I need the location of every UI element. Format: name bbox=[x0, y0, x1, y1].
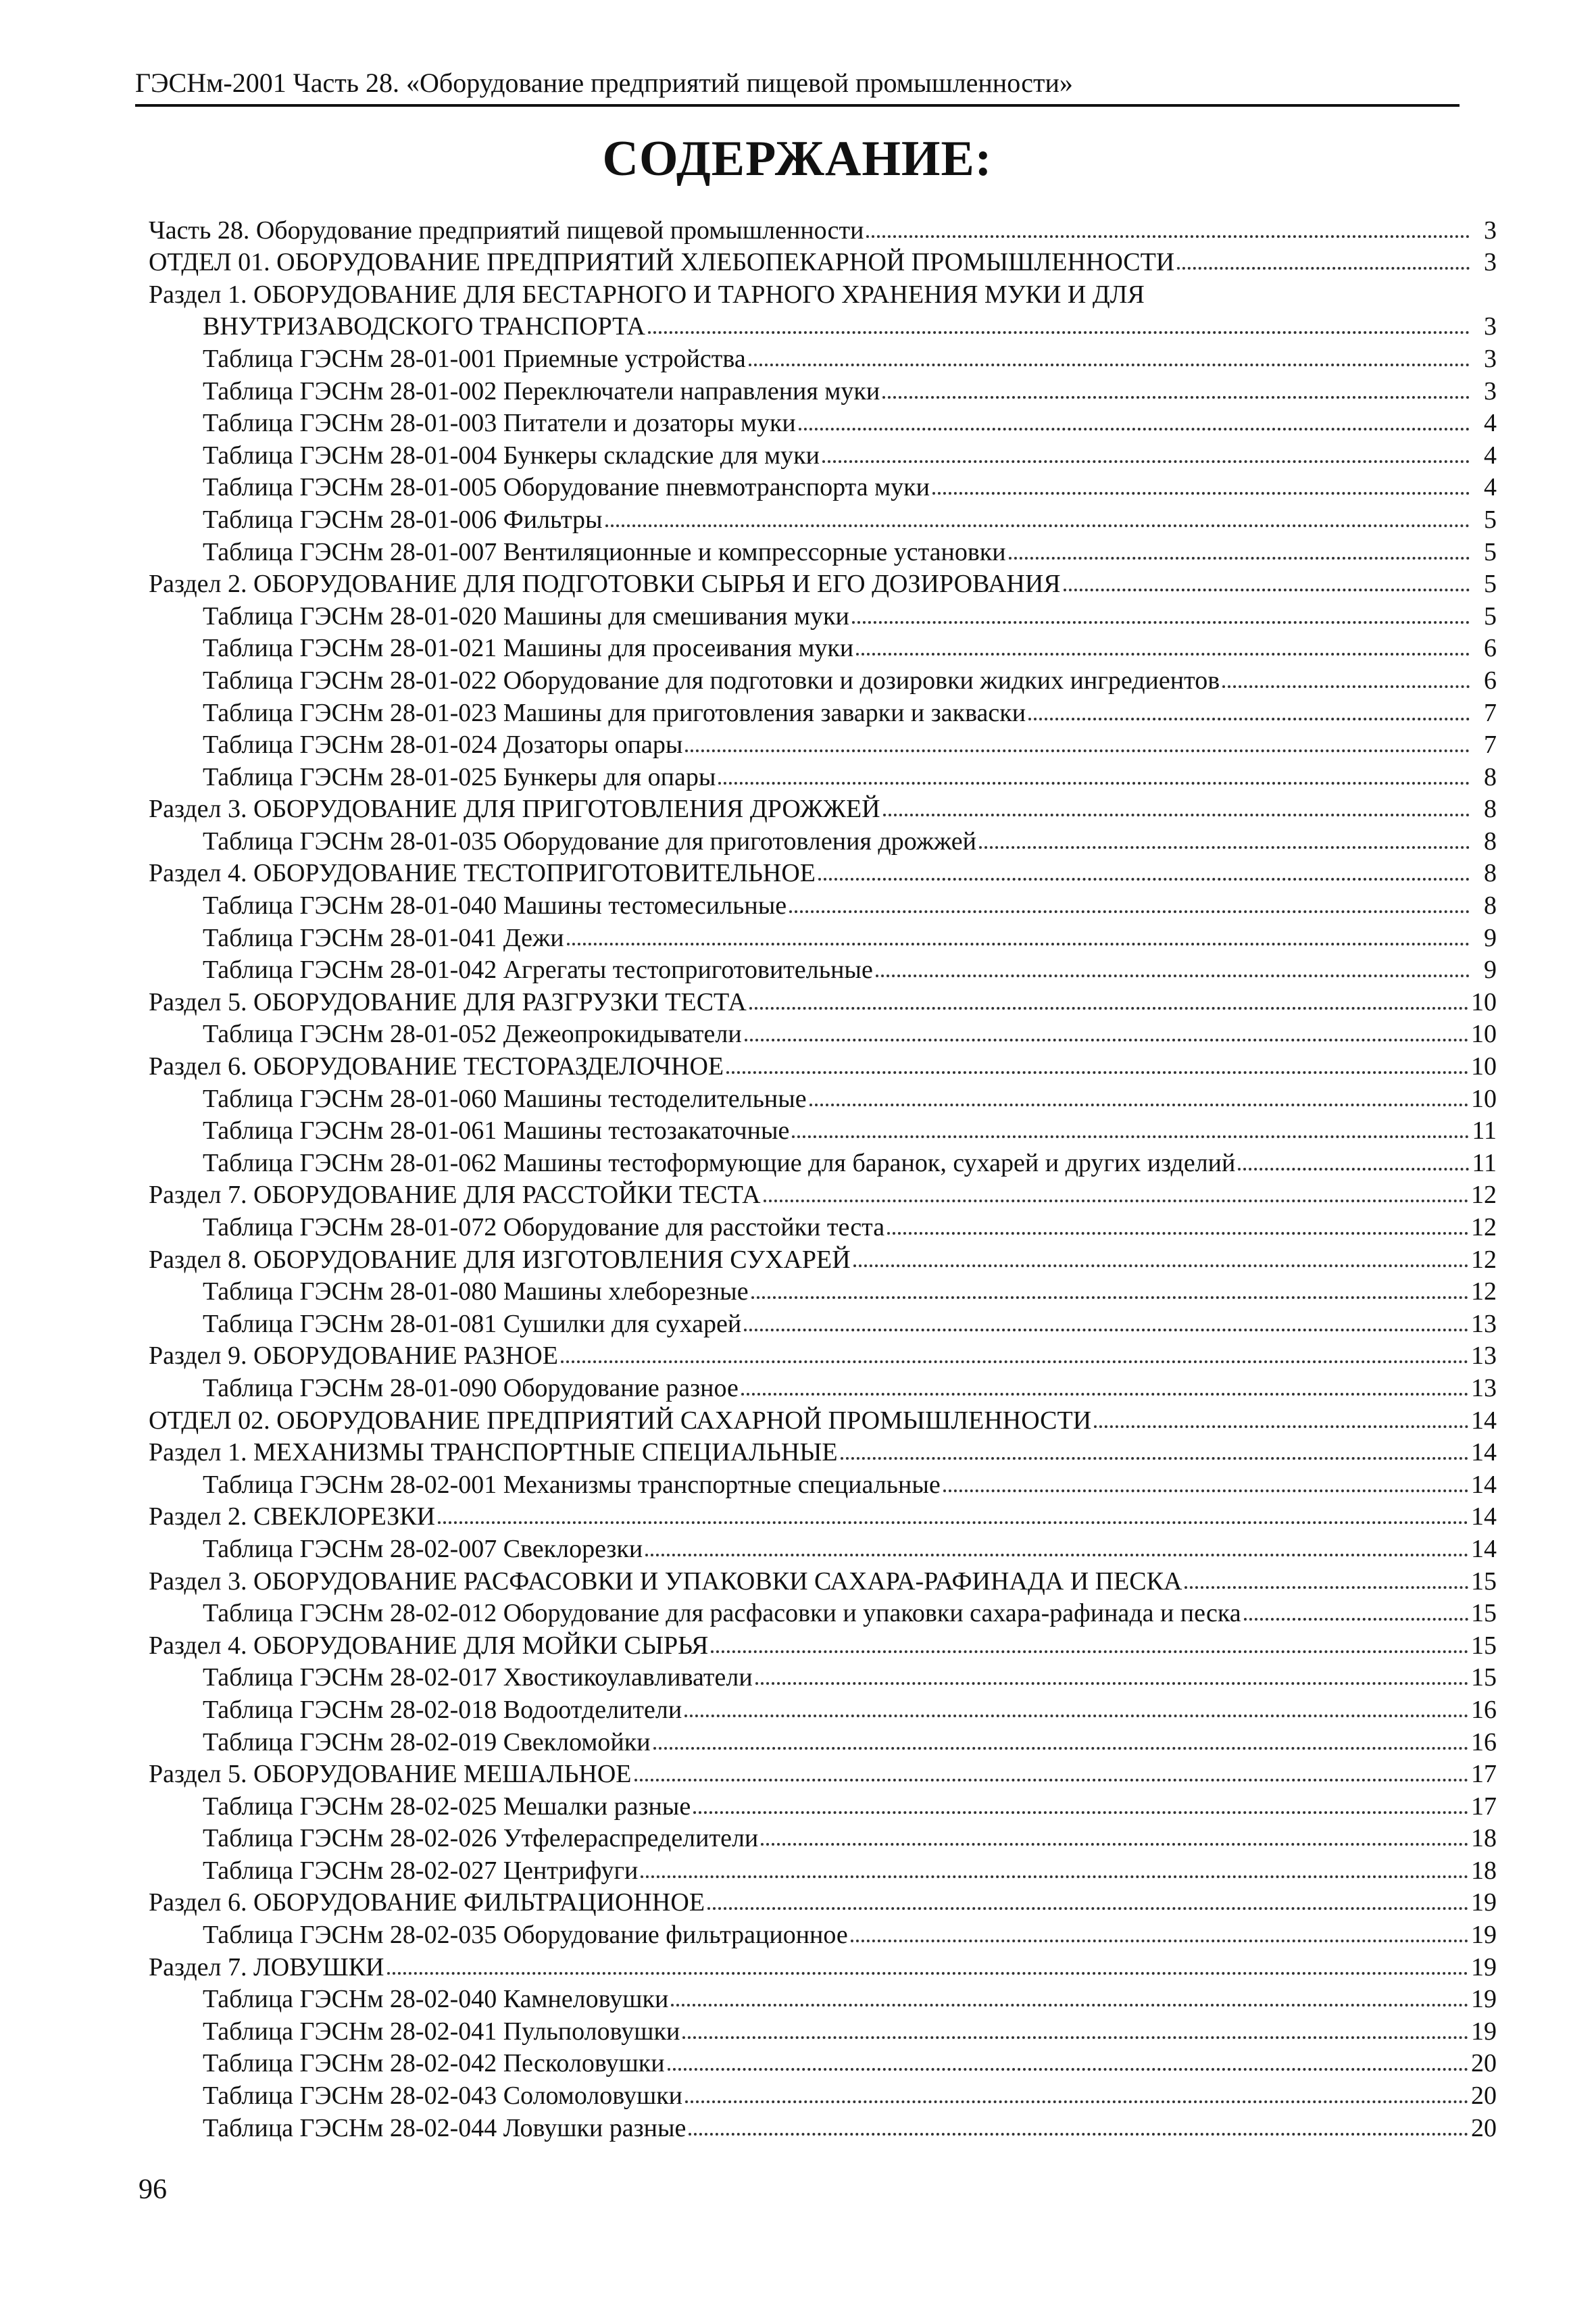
toc-entry[interactable] bbox=[149, 1661, 1497, 1694]
toc-entry-page: 20 bbox=[1471, 2049, 1497, 2078]
toc-entry-text: Раздел 6. ОБОРУДОВАНИЕ ТЕСТОРАЗДЕЛОЧНОЕ bbox=[149, 1052, 724, 1081]
toc-entry-page: 8 bbox=[1484, 762, 1497, 791]
toc-entry[interactable] bbox=[149, 1404, 1497, 1436]
dot-leader bbox=[645, 1553, 1468, 1556]
toc-entry-text: Таблица ГЭСНм 28-01-072 Оборудование для расстойки теста bbox=[203, 1213, 885, 1241]
toc-entry-page: 18 bbox=[1471, 1856, 1497, 1885]
toc-entry-page: 9 bbox=[1484, 923, 1497, 952]
toc-entry-page: 19 bbox=[1471, 2017, 1497, 2046]
toc-entry-text: Таблица ГЭСНм 28-02-007 Свеклорезки bbox=[203, 1534, 643, 1563]
toc-entry[interactable] bbox=[149, 2015, 1497, 2047]
toc-entry[interactable] bbox=[149, 1307, 1497, 1339]
toc-entry-text: Таблица ГЭСНм 28-02-001 Механизмы транспортные специальные bbox=[203, 1470, 941, 1499]
toc-entry[interactable] bbox=[149, 1950, 1497, 1983]
toc-entry[interactable] bbox=[149, 342, 1497, 374]
dot-leader bbox=[685, 2100, 1468, 2103]
toc-entry-text: Раздел 4. ОБОРУДОВАНИЕ ДЛЯ МОЙКИ СЫРЬЯ bbox=[149, 1631, 709, 1660]
toc-entry[interactable] bbox=[149, 535, 1497, 568]
toc-entry[interactable] bbox=[149, 2047, 1497, 2079]
toc-entry[interactable] bbox=[149, 729, 1497, 761]
toc-entry-text: Таблица ГЭСНм 28-01-003 Питатели и дозаторы муки bbox=[203, 409, 796, 438]
toc-entry[interactable] bbox=[149, 1371, 1497, 1404]
dot-leader bbox=[1184, 1585, 1468, 1589]
toc-entry-text: Раздел 7. ЛОВУШКИ bbox=[149, 1952, 384, 1981]
toc-entry[interactable] bbox=[149, 1532, 1497, 1565]
dot-leader bbox=[707, 1906, 1468, 1910]
toc-entry[interactable] bbox=[149, 1822, 1497, 1854]
dot-leader bbox=[751, 1296, 1468, 1299]
toc-entry-page: 18 bbox=[1471, 1824, 1497, 1853]
toc-entry[interactable] bbox=[149, 1436, 1497, 1469]
dot-leader bbox=[943, 1489, 1468, 1492]
toc-entry-page: 10 bbox=[1471, 987, 1497, 1016]
dot-leader bbox=[387, 1971, 1469, 1975]
dot-leader bbox=[853, 1264, 1468, 1267]
dot-leader bbox=[883, 813, 1470, 816]
toc-entry-page: 20 bbox=[1471, 2113, 1497, 2142]
dot-leader bbox=[689, 2132, 1468, 2136]
toc-entry-page: 6 bbox=[1484, 634, 1497, 663]
dot-leader bbox=[866, 235, 1470, 238]
toc-entry-text: Раздел 3. ОБОРУДОВАНИЕ ДЛЯ ПРИГОТОВЛЕНИЯ ДРОЖЖЕЙ bbox=[149, 795, 880, 824]
toc-entry-text: Таблица ГЭСНм 28-02-044 Ловушки разные bbox=[203, 2113, 687, 2142]
toc-entry-page: 11 bbox=[1472, 1148, 1497, 1177]
toc-entry[interactable] bbox=[149, 1725, 1497, 1758]
toc-entry[interactable] bbox=[149, 471, 1497, 503]
toc-entry-text: Таблица ГЭСНм 28-01-060 Машины тестоделительные bbox=[203, 1084, 807, 1113]
toc-entry-page: 3 bbox=[1484, 344, 1497, 373]
toc-entry[interactable] bbox=[149, 1468, 1497, 1500]
dot-leader bbox=[818, 877, 1470, 881]
dot-leader bbox=[882, 395, 1470, 399]
dot-leader bbox=[932, 491, 1470, 495]
toc-entry[interactable] bbox=[149, 1082, 1497, 1114]
toc-entry-text: Таблица ГЭСНм 28-02-018 Водоотделители bbox=[203, 1695, 682, 1724]
toc-entry[interactable] bbox=[149, 1629, 1497, 1661]
toc-entry-text: Раздел 6. ОБОРУДОВАНИЕ ФИЛЬТРАЦИОННОЕ bbox=[149, 1888, 705, 1917]
dot-leader bbox=[561, 1360, 1468, 1363]
toc-entry-text: Таблица ГЭСНм 28-01-042 Агрегаты тестоприготовительные bbox=[203, 956, 873, 985]
toc-entry-page: 19 bbox=[1471, 1921, 1497, 1950]
dot-leader bbox=[851, 1939, 1468, 1942]
toc-entry-text: Таблица ГЭСНм 28-01-052 Дежеопрокидыватели bbox=[203, 1020, 742, 1049]
toc-entry-page: 5 bbox=[1484, 570, 1497, 599]
toc-entry-text: Таблица ГЭСНм 28-02-012 Оборудование для расфасовки и упаковки сахара-рафинада и песка bbox=[203, 1599, 1241, 1628]
dot-leader bbox=[852, 620, 1470, 624]
toc-entry-page: 12 bbox=[1471, 1277, 1497, 1306]
dot-leader bbox=[761, 1842, 1468, 1846]
toc-entry-text: Раздел 1. ОБОРУДОВАНИЕ ДЛЯ БЕСТАРНОГО И ТАРНОГО ХРАНЕНИЯ МУКИ И ДЛЯ bbox=[149, 280, 1145, 309]
dot-leader bbox=[1009, 556, 1470, 560]
toc-entry-text: Таблица ГЭСНм 28-02-041 Пульполовушки bbox=[203, 2017, 680, 2046]
dot-leader bbox=[605, 524, 1470, 527]
dot-leader bbox=[567, 942, 1470, 945]
toc-entry-page: 3 bbox=[1484, 216, 1497, 245]
toc-entry-text: Таблица ГЭСНм 28-01-090 Оборудование разное bbox=[203, 1373, 739, 1402]
dot-leader bbox=[682, 2036, 1468, 2039]
toc-entry-text: Таблица ГЭСНм 28-02-025 Мешалки разные bbox=[203, 1792, 691, 1821]
toc-entry-text: Раздел 2. СВЕКЛОРЕЗКИ bbox=[149, 1502, 436, 1531]
dot-leader bbox=[741, 1392, 1468, 1396]
toc-entry-text: Таблица ГЭСНм 28-01-061 Машины тестозакаточные bbox=[203, 1116, 790, 1146]
toc-entry-text: Раздел 7. ОБОРУДОВАНИЕ ДЛЯ РАССТОЙКИ ТЕСТА bbox=[149, 1181, 761, 1210]
dot-leader bbox=[887, 1231, 1468, 1235]
dot-leader bbox=[438, 1521, 1468, 1524]
toc-entry[interactable] bbox=[149, 1886, 1497, 1919]
toc-entry[interactable] bbox=[149, 1018, 1497, 1050]
toc-entry-page: 3 bbox=[1484, 376, 1497, 405]
toc-entry-page: 8 bbox=[1484, 795, 1497, 824]
toc-entry[interactable] bbox=[149, 985, 1497, 1018]
toc-entry[interactable] bbox=[149, 857, 1497, 889]
toc-entry[interactable] bbox=[149, 1146, 1497, 1179]
toc-entry-page: 9 bbox=[1484, 956, 1497, 985]
toc-entry[interactable] bbox=[149, 1790, 1497, 1822]
toc-entry[interactable] bbox=[149, 503, 1497, 535]
toc-entry-page: 14 bbox=[1471, 1470, 1497, 1499]
toc-entry-page: 14 bbox=[1471, 1502, 1497, 1531]
toc-entry-page: 8 bbox=[1484, 859, 1497, 888]
dot-leader bbox=[693, 1811, 1468, 1814]
toc-entry-text: Таблица ГЭСНм 28-01-062 Машины тестоформующие для баранок, сухарей и других изделий bbox=[203, 1148, 1236, 1177]
toc-entry-page: 20 bbox=[1471, 2082, 1497, 2111]
toc-entry-page: 5 bbox=[1484, 601, 1497, 631]
toc-entry-page: 14 bbox=[1471, 1534, 1497, 1563]
dot-leader bbox=[789, 910, 1470, 913]
toc-entry-page: 3 bbox=[1484, 248, 1497, 277]
toc-entry-text: Таблица ГЭСНм 28-01-040 Машины тестомесильные bbox=[203, 891, 787, 920]
toc-entry[interactable] bbox=[149, 246, 1497, 278]
toc-entry-page: 12 bbox=[1471, 1213, 1497, 1241]
toc-entry[interactable] bbox=[149, 568, 1497, 600]
toc-entry-text: Таблица ГЭСНм 28-01-022 Оборудование для подготовки и дозировки жидких ингредиентов bbox=[203, 666, 1220, 695]
toc-entry-text: Раздел 1. МЕХАНИЗМЫ ТРАНСПОРТНЫЕ СПЕЦИАЛЬНЫЕ bbox=[149, 1438, 838, 1467]
toc-entry-page: 11 bbox=[1472, 1116, 1497, 1146]
toc-entry-page: 15 bbox=[1471, 1599, 1497, 1628]
toc-entry-page: 10 bbox=[1471, 1084, 1497, 1113]
toc-entry-page: 16 bbox=[1471, 1695, 1497, 1724]
toc-entry-page: 19 bbox=[1471, 1985, 1497, 2014]
toc-entry-text: Раздел 9. ОБОРУДОВАНИЕ РАЗНОЕ bbox=[149, 1341, 558, 1371]
toc-entry[interactable] bbox=[149, 954, 1497, 986]
toc-entry-page: 4 bbox=[1484, 473, 1497, 502]
toc-entry[interactable] bbox=[149, 1179, 1497, 1211]
table-of-contents bbox=[149, 214, 1497, 2144]
dot-leader bbox=[979, 845, 1470, 849]
toc-entry[interactable] bbox=[149, 278, 1497, 342]
toc-entry-page: 15 bbox=[1471, 1631, 1497, 1660]
dot-leader bbox=[841, 1456, 1468, 1460]
dot-leader bbox=[1177, 266, 1470, 270]
toc-entry-page: 19 bbox=[1471, 1952, 1497, 1981]
toc-entry-page: 17 bbox=[1471, 1792, 1497, 1821]
toc-entry[interactable] bbox=[149, 1500, 1497, 1533]
toc-entry-text: Таблица ГЭСНм 28-02-035 Оборудование фильтрационное bbox=[203, 1921, 848, 1950]
toc-entry[interactable] bbox=[149, 439, 1497, 471]
toc-entry-text: Таблица ГЭСНм 28-01-024 Дозаторы опары bbox=[203, 731, 683, 760]
dot-leader bbox=[668, 2067, 1468, 2071]
toc-entry-page: 10 bbox=[1471, 1052, 1497, 1081]
dot-leader bbox=[749, 363, 1470, 366]
toc-entry[interactable] bbox=[149, 1339, 1497, 1372]
toc-entry[interactable] bbox=[149, 1210, 1497, 1243]
dot-leader bbox=[799, 427, 1470, 430]
toc-entry-text: Таблица ГЭСНм 28-02-042 Песколовушки bbox=[203, 2049, 665, 2078]
toc-entry-page: 15 bbox=[1471, 1663, 1497, 1692]
toc-entry-text: Таблица ГЭСНм 28-01-041 Дежи bbox=[203, 923, 564, 952]
dot-leader bbox=[1222, 685, 1470, 688]
running-header: ГЭСНм-2001 Часть 28. «Оборудование предприятий пищевой промышленности» bbox=[135, 65, 1460, 107]
toc-entry-text: Таблица ГЭСНм 28-01-021 Машины для просеивания муки bbox=[203, 634, 854, 663]
dot-leader bbox=[1064, 588, 1470, 591]
toc-entry[interactable] bbox=[149, 921, 1497, 954]
dot-leader bbox=[809, 1103, 1468, 1106]
toc-entry[interactable] bbox=[149, 696, 1497, 729]
dot-leader bbox=[671, 2003, 1468, 2007]
toc-entry[interactable] bbox=[149, 1275, 1497, 1308]
toc-entry-text: Раздел 5. ОБОРУДОВАНИЕ ДЛЯ РАЗГРУЗКИ ТЕСТА bbox=[149, 987, 747, 1016]
toc-entry[interactable] bbox=[149, 1050, 1497, 1082]
toc-entry-page: 15 bbox=[1471, 1567, 1497, 1596]
toc-entry-text: ОТДЕЛ 01. ОБОРУДОВАНИЕ ПРЕДПРИЯТИЙ ХЛЕБОПЕКАРНОЙ ПРОМЫШЛЕННОСТИ bbox=[149, 248, 1175, 277]
toc-entry-text: Таблица ГЭСНм 28-02-017 Хвостикоулавливатели bbox=[203, 1663, 753, 1692]
toc-entry-page: 7 bbox=[1484, 698, 1497, 727]
toc-entry[interactable] bbox=[149, 760, 1497, 793]
toc-entry-page: 3 bbox=[1484, 312, 1497, 341]
toc-entry-text: Раздел 3. ОБОРУДОВАНИЕ РАСФАСОВКИ И УПАКОВКИ САХАРА-РАФИНАДА И ПЕСКА bbox=[149, 1567, 1182, 1596]
toc-entry-text: ОТДЕЛ 02. ОБОРУДОВАНИЕ ПРЕДПРИЯТИЙ САХАРНОЙ ПРОМЫШЛЕННОСТИ bbox=[149, 1406, 1092, 1435]
toc-entry-text: Таблица ГЭСНм 28-02-040 Камнеловушки bbox=[203, 1985, 669, 2014]
toc-entry-text: Таблица ГЭСНм 28-01-081 Сушилки для сухарей bbox=[203, 1309, 742, 1338]
toc-entry-page: 4 bbox=[1484, 441, 1497, 470]
toc-entry-text: Таблица ГЭСНм 28-02-026 Утфелераспределители bbox=[203, 1824, 759, 1853]
dot-leader bbox=[764, 1199, 1468, 1202]
toc-entry-page: 13 bbox=[1471, 1341, 1497, 1371]
toc-entry-text: Таблица ГЭСНм 28-01-001 Приемные устройства bbox=[203, 344, 746, 373]
dot-leader bbox=[684, 1714, 1468, 1717]
toc-entry-text: Таблица ГЭСНм 28-01-007 Вентиляционные и компрессорные установки bbox=[203, 537, 1006, 566]
dot-leader bbox=[876, 974, 1470, 977]
toc-entry-text: Раздел 4. ОБОРУДОВАНИЕ ТЕСТОПРИГОТОВИТЕЛЬНОЕ bbox=[149, 859, 816, 888]
toc-entry[interactable] bbox=[149, 599, 1497, 632]
toc-entry-text: Таблица ГЭСНм 28-02-043 Соломоловушки bbox=[203, 2082, 683, 2111]
toc-entry[interactable] bbox=[149, 889, 1497, 921]
toc-entry-page: 10 bbox=[1471, 1020, 1497, 1049]
toc-entry-text: Таблица ГЭСНм 28-01-020 Машины для смешивания муки bbox=[203, 601, 849, 631]
toc-entry-text: Раздел 2. ОБОРУДОВАНИЕ ДЛЯ ПОДГОТОВКИ СЫРЬЯ И ЕГО ДОЗИРОВАНИЯ bbox=[149, 570, 1061, 599]
toc-entry-page: 14 bbox=[1471, 1438, 1497, 1467]
dot-leader bbox=[1028, 717, 1470, 720]
toc-entry-text: Таблица ГЭСНм 28-01-006 Фильтры bbox=[203, 505, 603, 534]
dot-leader bbox=[1094, 1425, 1468, 1428]
toc-entry-page: 13 bbox=[1471, 1309, 1497, 1338]
toc-entry-page: 8 bbox=[1484, 891, 1497, 920]
toc-entry-page: 7 bbox=[1484, 731, 1497, 760]
toc-entry-text: Раздел 8. ОБОРУДОВАНИЕ ДЛЯ ИЗГОТОВЛЕНИЯ СУХАРЕЙ bbox=[149, 1245, 851, 1274]
toc-entry-page: 13 bbox=[1471, 1373, 1497, 1402]
toc-entry-text: Таблица ГЭСНм 28-01-002 Переключатели направления муки bbox=[203, 376, 880, 405]
toc-entry-page: 5 bbox=[1484, 537, 1497, 566]
dot-leader bbox=[685, 749, 1470, 752]
toc-entry-text: Раздел 5. ОБОРУДОВАНИЕ МЕШАЛЬНОЕ bbox=[149, 1760, 632, 1789]
toc-entry[interactable] bbox=[149, 1597, 1497, 1629]
dot-leader bbox=[1244, 1617, 1468, 1621]
toc-entry[interactable] bbox=[149, 1983, 1497, 2015]
toc-entry-text: Таблица ГЭСНм 28-01-035 Оборудование для приготовления дрожжей bbox=[203, 827, 976, 856]
dot-leader bbox=[711, 1650, 1468, 1653]
page-number: 96 bbox=[139, 2174, 167, 2205]
dot-leader bbox=[749, 1006, 1468, 1010]
dot-leader bbox=[822, 460, 1470, 463]
toc-entry[interactable] bbox=[149, 1758, 1497, 1790]
toc-entry-text: Таблица ГЭСНм 28-01-005 Оборудование пневмотранспорта муки bbox=[203, 473, 930, 502]
toc-entry[interactable] bbox=[149, 2079, 1497, 2111]
toc-entry[interactable] bbox=[149, 793, 1497, 825]
toc-entry[interactable] bbox=[149, 1243, 1497, 1275]
toc-entry-text: Таблица ГЭСНм 28-02-019 Свекломойки bbox=[203, 1727, 651, 1756]
toc-entry-text: Таблица ГЭСНм 28-01-023 Машины для приготовления заварки и закваски bbox=[203, 698, 1026, 727]
toc-entry-page: 17 bbox=[1471, 1760, 1497, 1789]
dot-leader bbox=[634, 1778, 1468, 1781]
toc-entry[interactable] bbox=[149, 824, 1497, 857]
toc-entry[interactable] bbox=[149, 1854, 1497, 1886]
dot-leader bbox=[653, 1746, 1468, 1750]
toc-entry[interactable] bbox=[149, 632, 1497, 664]
toc-entry[interactable] bbox=[149, 1918, 1497, 1950]
toc-entry-text-continued: ВНУТРИЗАВОДСКОГО ТРАНСПОРТА bbox=[203, 312, 645, 341]
toc-entry-text: Таблица ГЭСНм 28-01-004 Бункеры складские для муки bbox=[203, 441, 820, 470]
page-title: СОДЕРЖАНИЕ: bbox=[602, 131, 993, 187]
toc-entry[interactable] bbox=[149, 214, 1497, 246]
toc-entry-page: 19 bbox=[1471, 1888, 1497, 1917]
toc-entry[interactable] bbox=[149, 1114, 1497, 1147]
toc-entry-text: Таблица ГЭСНм 28-02-027 Центрифуги bbox=[203, 1856, 639, 1885]
dot-leader bbox=[641, 1875, 1468, 1878]
toc-entry[interactable] bbox=[149, 407, 1497, 439]
dot-leader bbox=[1238, 1167, 1469, 1171]
toc-entry-text: Таблица ГЭСНм 28-01-080 Машины хлеборезные bbox=[203, 1277, 749, 1306]
dot-leader bbox=[726, 1070, 1468, 1074]
toc-entry-page: 8 bbox=[1484, 827, 1497, 856]
toc-entry-page: 5 bbox=[1484, 505, 1497, 534]
toc-entry-page: 14 bbox=[1471, 1406, 1497, 1435]
toc-entry[interactable] bbox=[149, 1693, 1497, 1725]
dot-leader bbox=[745, 1038, 1468, 1041]
toc-entry-page: 12 bbox=[1471, 1245, 1497, 1274]
toc-entry-page: 6 bbox=[1484, 666, 1497, 695]
toc-entry-text: Таблица ГЭСНм 28-01-025 Бункеры для опары bbox=[203, 762, 716, 791]
dot-leader bbox=[792, 1135, 1469, 1138]
toc-entry-text: Часть 28. Оборудование предприятий пищевой промышленности bbox=[149, 216, 864, 245]
dot-leader bbox=[744, 1328, 1468, 1331]
dot-leader bbox=[755, 1681, 1468, 1685]
toc-entry[interactable] bbox=[149, 1565, 1497, 1597]
dot-leader bbox=[718, 781, 1470, 785]
dot-leader bbox=[856, 652, 1470, 656]
dot-leader bbox=[648, 330, 1470, 334]
toc-entry-page: 16 bbox=[1471, 1727, 1497, 1756]
toc-entry[interactable] bbox=[149, 2111, 1497, 2144]
toc-entry-page: 12 bbox=[1471, 1181, 1497, 1210]
toc-entry[interactable] bbox=[149, 374, 1497, 407]
toc-entry[interactable] bbox=[149, 664, 1497, 696]
toc-entry-page: 4 bbox=[1484, 409, 1497, 438]
